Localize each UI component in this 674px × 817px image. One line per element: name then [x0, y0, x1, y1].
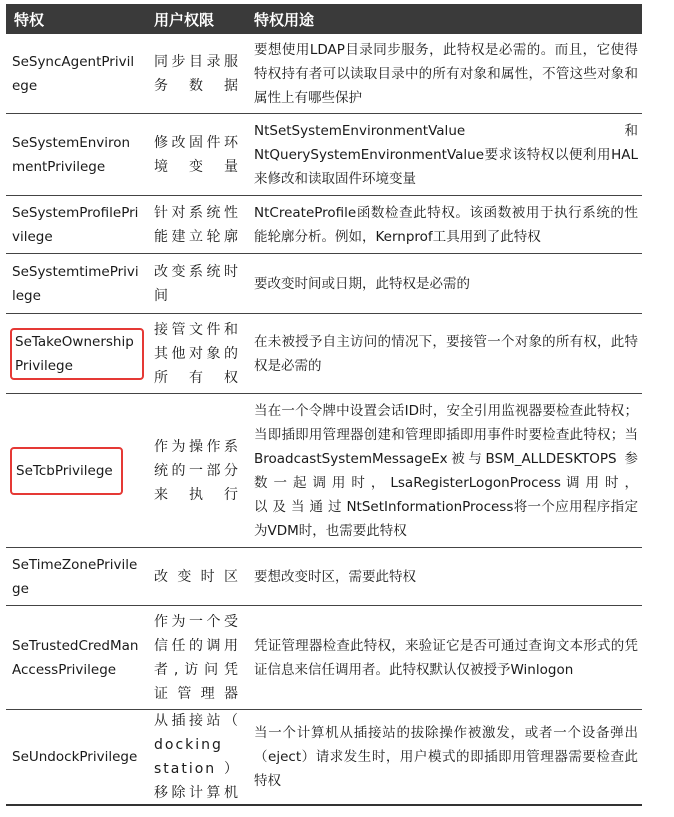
privilege-name: SeUndockPrivilege	[12, 749, 138, 765]
privilege-name-cell	[6, 449, 146, 493]
privilege-use: NtCreateProfile函数检查此特权。该函数被用于执行系统的性能轮廓分析。例如，Kernprof工具用到了此特权	[254, 204, 638, 245]
privilege-name-highlighted: SeTakeOwnershipPrivilege	[12, 330, 142, 378]
header-purpose: 特权用途	[254, 10, 315, 29]
privilege-name: SeTimeZonePrivilege	[12, 556, 138, 597]
table-row	[6, 196, 642, 254]
user-right: 从插接站（ docking station）移除计算机	[154, 713, 240, 801]
table-row	[6, 394, 642, 548]
privilege-use: 在未被授予自主访问的情况下，要接管一个对象的所有权，此特权是必需的	[254, 333, 638, 374]
privilege-name-highlighted: SeTcbPrivilege	[12, 449, 121, 493]
table-row	[6, 114, 642, 196]
header-user-right: 用户权限	[154, 10, 215, 29]
privilege-use: 当在一个令牌中设置会话ID时，安全引用监视器要检查此特权；当即插即用管理器创建和管理即插即用事件时要检查此特权；当BroadcastSystemMessageEx被与BSM_ALLDESKTOPS 参 数 一 起 调 用 时 ， LsaRegisterLogonProcess 调 用 时 ， 以 及 当 通 过 NtSetInformationProcess将一个应用程序指定为VDM时，也需要此特权	[254, 402, 638, 539]
privilege-use: 要想改变时区，需要此特权	[254, 568, 416, 585]
privilege-table	[6, 4, 642, 806]
table-row	[6, 254, 642, 314]
table-row	[6, 548, 642, 606]
user-right: 改变时区	[154, 568, 240, 585]
user-right: 同步目录服务数据	[154, 53, 240, 94]
table-row	[6, 314, 642, 394]
table-header	[6, 4, 642, 34]
privilege-name: SeSystemProfilePrivilege	[12, 204, 139, 245]
privilege-use: 要想使用LDAP目录同步服务，此特权是必需的。而且，它使得特权持有者可以读取目录中的所有对象和属性，不管这些对象和属性上有哪些保护	[254, 41, 638, 106]
user-right: 接管文件和其他对象的所有权	[154, 321, 240, 386]
privilege-name: SeSystemEnvironmentPrivilege	[12, 134, 131, 175]
table-row	[6, 710, 642, 806]
user-right: 针对系统性能建立轮廓	[154, 204, 240, 245]
privilege-name: SeSyncAgentPrivilege	[12, 53, 135, 94]
header-privilege: 特权	[14, 10, 45, 29]
privilege-use: 当一个计算机从插接站的拔除操作被激发，或者一个设备弹出（eject）请求发生时，用户模式的即插即用管理器需要检查此特权	[254, 725, 638, 789]
user-right: 作为一个受信任的调用者,访问凭证管理器	[154, 613, 240, 702]
privilege-name: SeSystemtimePrivilege	[12, 263, 139, 304]
table-row	[6, 606, 642, 710]
user-right: 改变系统时间	[154, 263, 240, 304]
privilege-name-cell	[6, 330, 146, 378]
user-right: 作为操作系统的一部分来执行	[154, 438, 240, 503]
privilege-name: SeTrustedCredManAccessPrivilege	[12, 637, 139, 678]
privilege-use: NtSetSystemEnvironmentValue 和 NtQuerySystemEnvironmentValue要求该特权以便利用HAL来修改和读取固件环境变量	[254, 122, 638, 187]
privilege-use: 凭证管理器检查此特权，来验证它是否可通过查询文本形式的凭证信息来信任调用者。此特权默认仅被授予Winlogon	[254, 637, 638, 678]
privilege-use: 要改变时间或日期，此特权是必需的	[254, 275, 470, 292]
table-row	[6, 34, 642, 114]
user-right: 修改固件环境变量	[154, 134, 240, 175]
